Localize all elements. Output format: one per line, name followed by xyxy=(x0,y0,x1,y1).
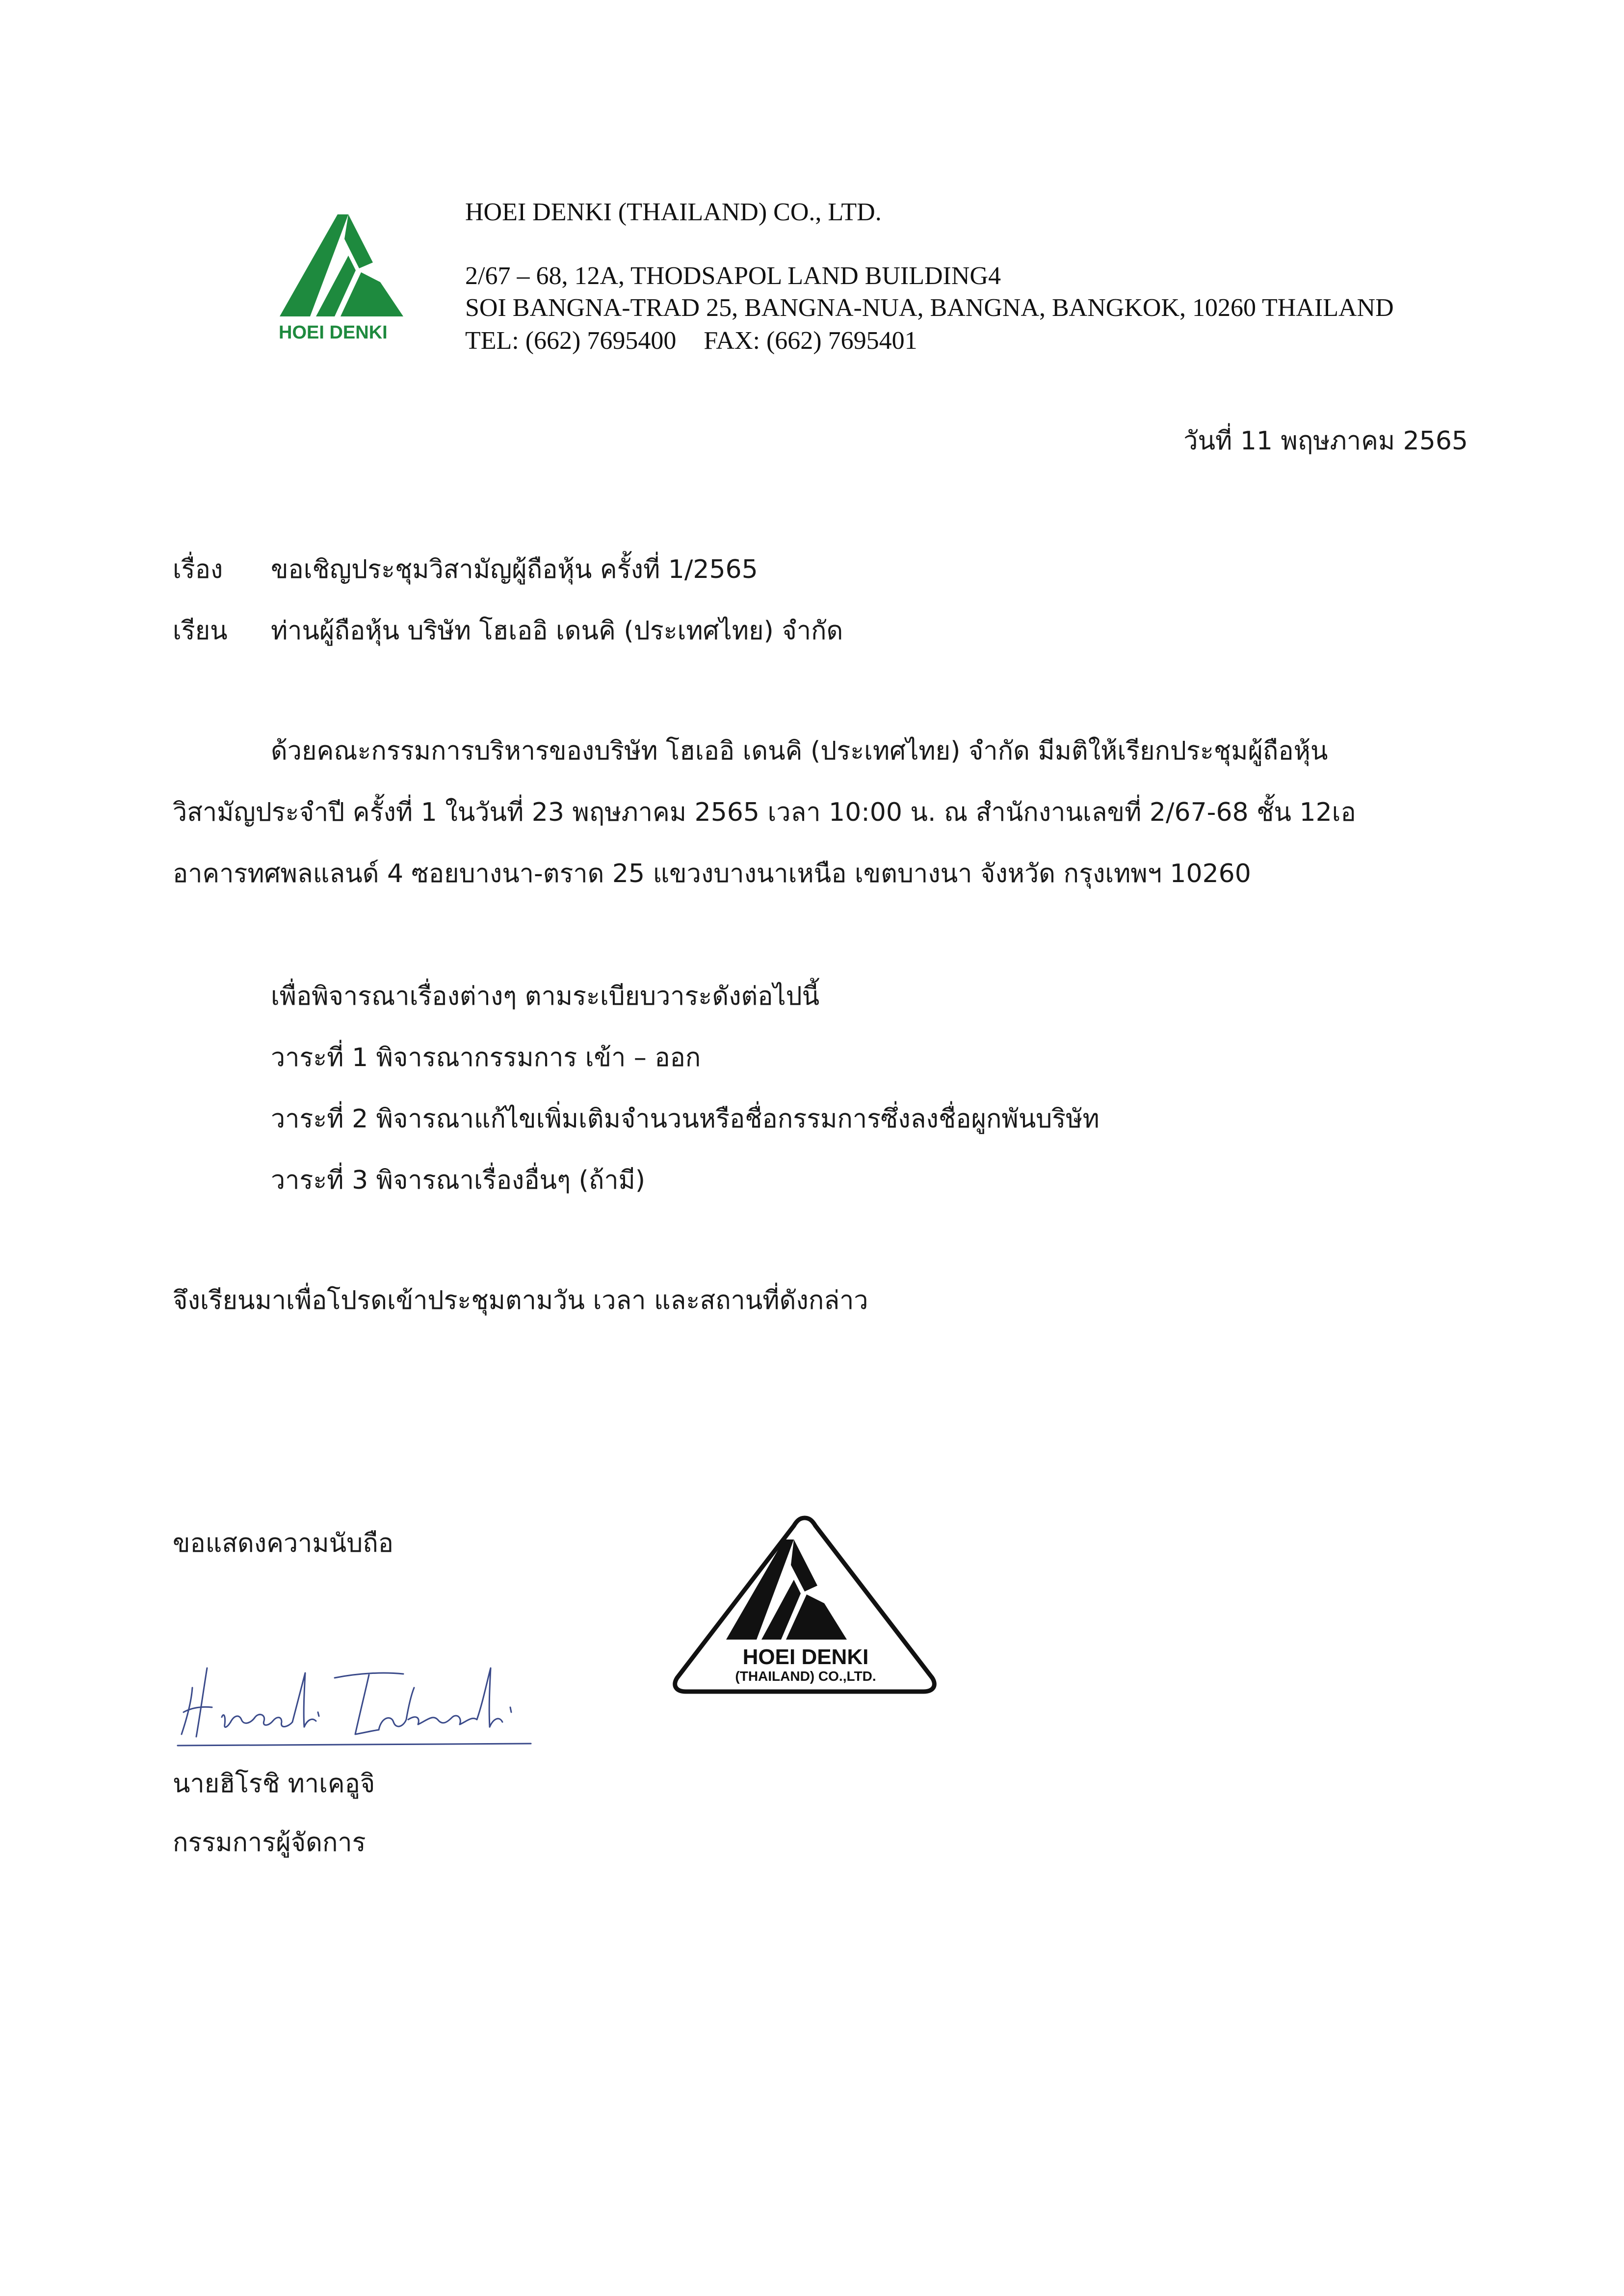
signer-title: กรรมการผู้จัดการ xyxy=(173,1828,366,1857)
handwritten-signature xyxy=(173,1634,536,1751)
agenda-intro: เพื่อพิจารณาเรื่องต่างๆ ตามระเบียบวาระดังต่อไปนี้ xyxy=(271,982,820,1011)
address-line-1: 2/67 – 68, 12A, THODSAPOL LAND BUILDING4 xyxy=(465,262,1001,290)
company-name: HOEI DENKI (THAILAND) CO., LTD. xyxy=(465,198,882,226)
company-seal xyxy=(667,1511,942,1697)
hoei-denki-logo-icon xyxy=(275,209,422,321)
seal-line-2: (THAILAND) CO.,LTD. xyxy=(735,1669,876,1684)
contact-line xyxy=(465,326,917,356)
body-line-3: อาคารทศพลแลนด์ 4 ซอยบางนา-ตราด 25 แขวงบางนาเหนือ เขตบางนา จังหวัด กรุงเทพฯ 10260 xyxy=(173,859,1251,888)
agenda-item: วาระที่ 3 พิจารณาเรื่องอื่นๆ (ถ้ามี) xyxy=(271,1166,646,1195)
address-line-2: SOI BANGNA-TRAD 25, BANGNA-NUA, BANGNA, BANGKOK, 10260 THAILAND xyxy=(465,294,1394,322)
to-label: เรียน xyxy=(173,616,228,646)
logo-wordmark: HOEI DENKI xyxy=(279,322,388,343)
seal-stamp-icon xyxy=(667,1511,942,1697)
tel-number: TEL: (662) 7695400 xyxy=(465,327,677,355)
closing-line: จึงเรียนมาเพื่อโปรดเข้าประชุมตามวัน เวลา และสถานที่ดังกล่าว xyxy=(173,1286,868,1315)
regards-line: ขอแสดงความนับถือ xyxy=(173,1529,393,1558)
subject-text: ขอเชิญประชุมวิสามัญผู้ถือหุ้น ครั้งที่ 1/2565 xyxy=(271,555,758,584)
agenda-item: วาระที่ 1 พิจารณากรรมการ เข้า – ออก xyxy=(271,1043,701,1072)
body-line-2: วิสามัญประจำปี ครั้งที่ 1 ในวันที่ 23 พฤษภาคม 2565 เวลา 10:00 น. ณ สำนักงานเลขที่ 2/67-68 ชั้น 12เอ xyxy=(173,798,1356,827)
agenda-item: วาระที่ 2 พิจารณาแก้ไขเพิ่มเติมจำนวนหรือชื่อกรรมการซึ่งลงชื่อผูกพันบริษัท xyxy=(271,1104,1100,1134)
to-text: ท่านผู้ถือหุ้น บริษัท โฮเออิ เดนคิ (ประเทศไทย) จำกัด xyxy=(271,616,843,646)
signer-name: นายฮิโรชิ ทาเคอูจิ xyxy=(173,1769,375,1799)
letter-date: วันที่ 11 พฤษภาคม 2565 xyxy=(1183,426,1468,456)
fax-number: FAX: (662) 7695401 xyxy=(704,327,917,355)
subject-label: เรื่อง xyxy=(173,555,223,584)
body-line-1: ด้วยคณะกรรมการบริหารของบริษัท โฮเออิ เดนคิ (ประเทศไทย) จำกัด มีมติให้เรียกประชุมผู้ถือหุ้น xyxy=(271,736,1328,766)
seal-line-1: HOEI DENKI xyxy=(742,1645,869,1669)
company-logo xyxy=(275,209,422,351)
